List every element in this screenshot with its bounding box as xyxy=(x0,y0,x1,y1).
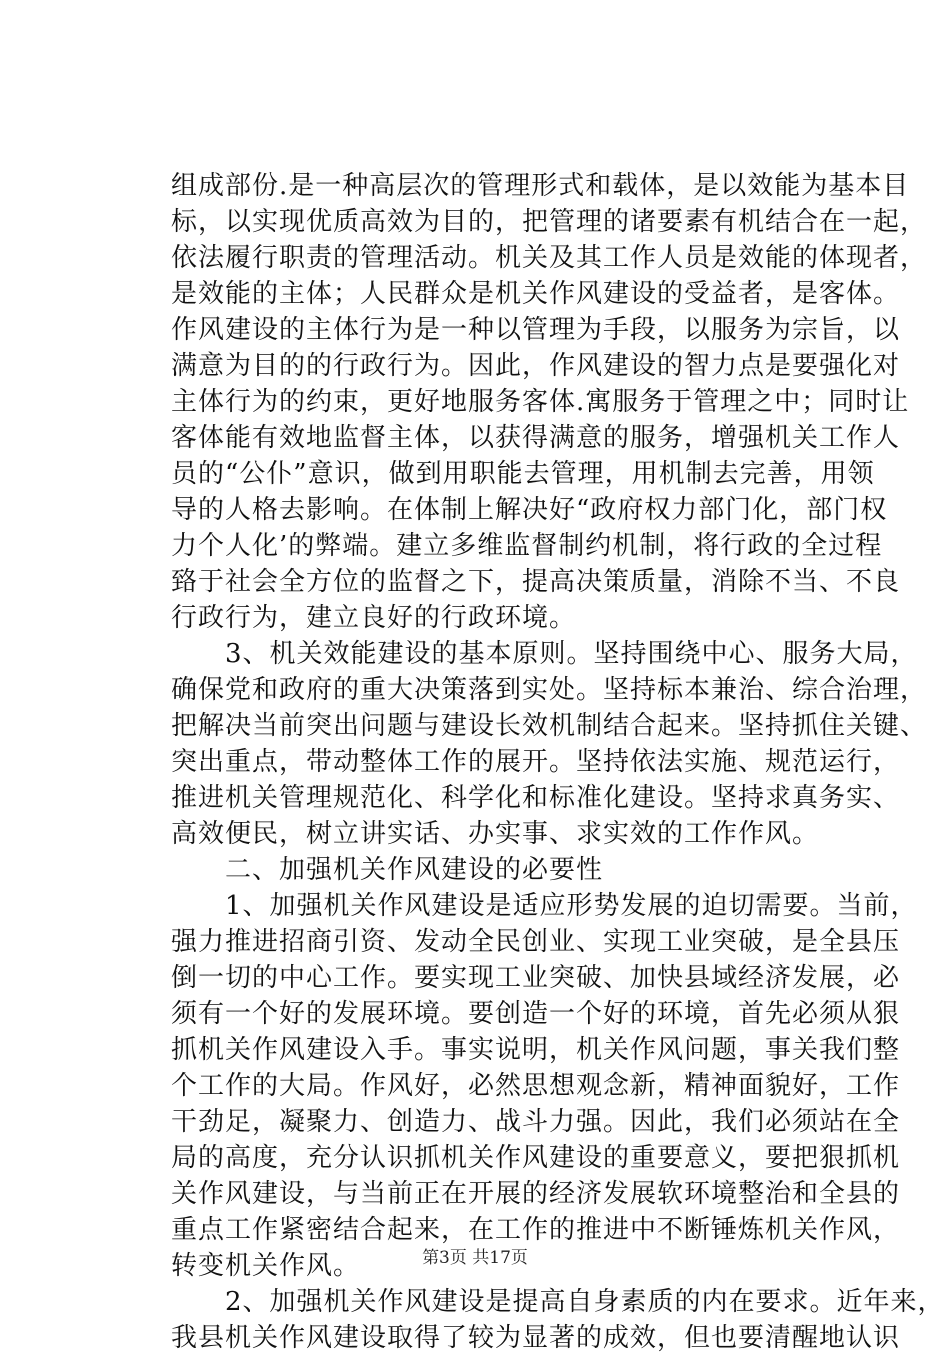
text-line: 导的人格去影响。在体制上解决好“政府权力部门化，部门权 xyxy=(171,495,888,525)
text-line: 行政行为，建立良好的行政环境。 xyxy=(171,603,577,633)
text-line: 依法履行职责的管理活动。机关及其工作人员是效能的体现者， xyxy=(171,243,928,273)
text-line: 1、加强机关作风建设是适应形势发展的迫切需要。当前， xyxy=(225,891,918,921)
text-line: 是效能的主体；人民群众是机关作风建设的受益者，是客体。 xyxy=(171,279,901,309)
text-line: 组成部份.是一种高层次的管理形式和载体，是以效能为基本目 xyxy=(171,171,910,201)
text-line: 倒一切的中心工作。要实现工业突破、加快县域经济发展，必 xyxy=(171,963,901,993)
text-line: 臵于社会全方位的监督之下，提高决策质量，消除不当、不良 xyxy=(171,567,901,597)
text-line: 作风建设的主体行为是一种以管理为手段，以服务为宗旨，以 xyxy=(171,315,901,345)
text-line: 员的“公仆”意识，做到用职能去管理，用机制去完善，用领 xyxy=(171,459,875,489)
text-line: 3、机关效能建设的基本原则。坚持围绕中心、服务大局， xyxy=(225,639,918,669)
text-line: 标，以实现优质高效为目的，把管理的诸要素有机结合在一起， xyxy=(171,207,928,237)
text-line: 重点工作紧密结合起来，在工作的推进中不断锤炼机关作风， xyxy=(171,1215,901,1245)
text-line: 局的高度，充分认识抓机关作风建设的重要意义，要把狠抓机 xyxy=(171,1143,901,1173)
text-line: 确保党和政府的重大决策落到实处。坚持标本兼治、综合治理， xyxy=(171,675,928,705)
text-line: 客体能有效地监督主体，以获得满意的服务，增强机关工作人 xyxy=(171,423,901,453)
text-line: 干劲足，凝聚力、创造力、战斗力强。因此，我们必须站在全 xyxy=(171,1107,901,1137)
text-line: 个工作的大局。作风好，必然思想观念新，精神面貌好，工作 xyxy=(171,1071,901,1101)
text-line: 我县机关作风建设取得了较为显著的成效，但也要清醒地认识 xyxy=(171,1323,901,1353)
text-line: 2、加强机关作风建设是提高自身素质的内在要求。近年来， xyxy=(225,1287,945,1317)
text-line: 高效便民，树立讲实话、办实事、求实效的工作作风。 xyxy=(171,819,820,849)
text-line: 力个人化’的弊端。建立多维监督制约机制，将行政的全过程 xyxy=(171,531,883,561)
text-line: 关作风建设，与当前正在开展的经济发展软环境整治和全县的 xyxy=(171,1179,901,1209)
text-line: 突出重点，带动整体工作的展开。坚持依法实施、规范运行， xyxy=(171,747,901,777)
text-line: 抓机关作风建设入手。事实说明，机关作风问题，事关我们整 xyxy=(171,1035,901,1065)
text-line: 强力推进招商引资、发动全民创业、实现工业突破，是全县压 xyxy=(171,927,901,957)
text-line: 把解决当前突出问题与建设长效机制结合起来。坚持抓住关键、 xyxy=(171,711,928,741)
text-line: 满意为目的的行政行为。因此，作风建设的智力点是要强化对 xyxy=(171,351,901,381)
text-line: 转变机关作风。 xyxy=(171,1251,361,1281)
text-line: 二、加强机关作风建设的必要性 xyxy=(225,855,604,885)
page-number-footer: 第3页 共17页 xyxy=(422,1248,528,1268)
text-line: 推进机关管理规范化、科学化和标准化建设。坚持求真务实、 xyxy=(171,783,901,813)
document-body xyxy=(171,168,945,1356)
text-line: 须有一个好的发展环境。要创造一个好的环境，首先必须从狠 xyxy=(171,999,901,1029)
text-line: 主体行为的约束，更好地服务客体.寓服务于管理之中；同时让 xyxy=(171,387,910,417)
